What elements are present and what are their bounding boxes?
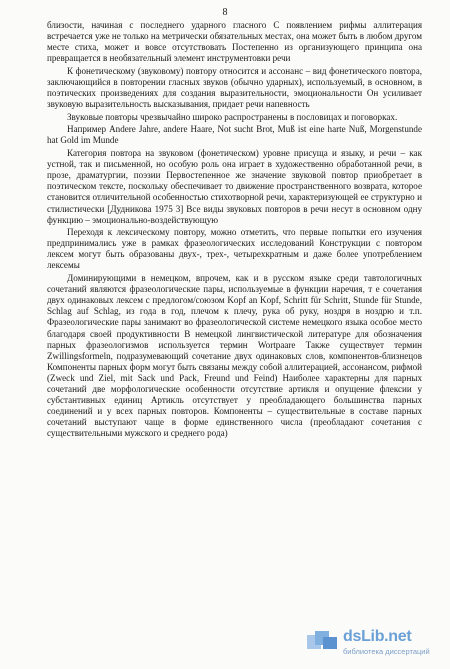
watermark-caption: библиотека диссертаций: [343, 647, 430, 656]
paragraph: К фонетическому (звуковому) повтору относится и ассонанс – вид фонетического повтора, заключающийся в повторении гласных звуков (обычно ударных), используемый, в основном, в поэтических произведениях для создания выразительности, эмоциональности Он усиливает звуковую выразительность высказывания, придает речи напевность: [47, 65, 422, 110]
dslib-logo-icon: [306, 629, 340, 651]
watermark-site: dsLib.net: [343, 628, 412, 645]
paragraph: близости, начиная с последнего ударного гласного С появлением рифмы аллитерация встречается уже не только на метрически обязательных местах, она может быть в любом другом месте стиха, может и вовсе отсутствовать Постепенно из организующего принципа она превращается в необязательный элемент инструментовки речи: [47, 20, 422, 64]
paragraph: Например Andere Jahre, andere Haare, Not sucht Brot, Muß ist eine harte Nuß, Morgenstunde hat Gold im Munde: [47, 124, 422, 146]
watermark: [306, 629, 436, 659]
paragraph: Доминирующими в немецком, впрочем, как и в русском языке среди тавтологичных сочетаний являются фразеологические пары, используемые в функции наречия, т е сочетания двух одинаковых лексем с предлогом/союзом Kopf an Kopf, Schritt für Schritt, Stunde für Stunde, Schlag auf Schlag, из года в год, плечом к плечу, рука об руку, ноздря в ноздрю и т.п. Фразеологические пары занимают во фразеологической системе немецкого языка особое место благодаря своей продуктивности В немецкой лингвистической литературе для обозначения парных фразеологизмов используется термин Wortpaare Также существует термин Zwillingsformeln, подразумевающий сочетание двух одинаковых слов, компонентов-близнецов Компоненты парных форм могут быть связаны между собой аллитерацией, ассонансом, рифмой (Zweck und Ziel, mit Sack und Pack, Freund und Feind) Наиболее характерны для парных сочетаний две морфологические особенности отсутствие артикля и опущение флексии у субстантивных единиц Артикль отсутствует у преобладающего большинства парных соединений и у всех парных повторов. Компоненты – существительные в составе парных сочетаний выступают чаще в форме единственного числа (преобладают сочетания с существительными мужского и среднего рода): [47, 273, 422, 439]
body-text: [47, 20, 422, 441]
paragraph: Переходя к лексическому повтору, можно отметить, что первые попытки его изучения предпринимались уже в рамках фразеологических исследований Конструкции с повтором лексем могут быть образованы двух-, трех-, четырехкратным и даже более употреблением лексемы: [47, 227, 422, 271]
paragraph: Звуковые повторы чрезвычайно широко распространены в пословицах и поговорках.: [67, 111, 398, 122]
page-number: 8: [222, 7, 228, 18]
paragraph: Категория повтора на звуковом (фонетическом) уровне присуща и языку, и речи – как устной, так и письменной, но особую роль она играет в художественно обработанной речи, в прозе, драматургии, поэзии Первостепенное же значение звуковой повтор приобретает в поэтическом тексте, поскольку обеспечивает то движение пространственного возврата, которое становится отличительной особенностью стихотворной речи, характеризующей ее структурно и стилистически [Дудникова 1975 3] Все виды звуковых повторов в речи несут в основном одну функцию – эмоционально-воздействующую: [47, 148, 422, 225]
